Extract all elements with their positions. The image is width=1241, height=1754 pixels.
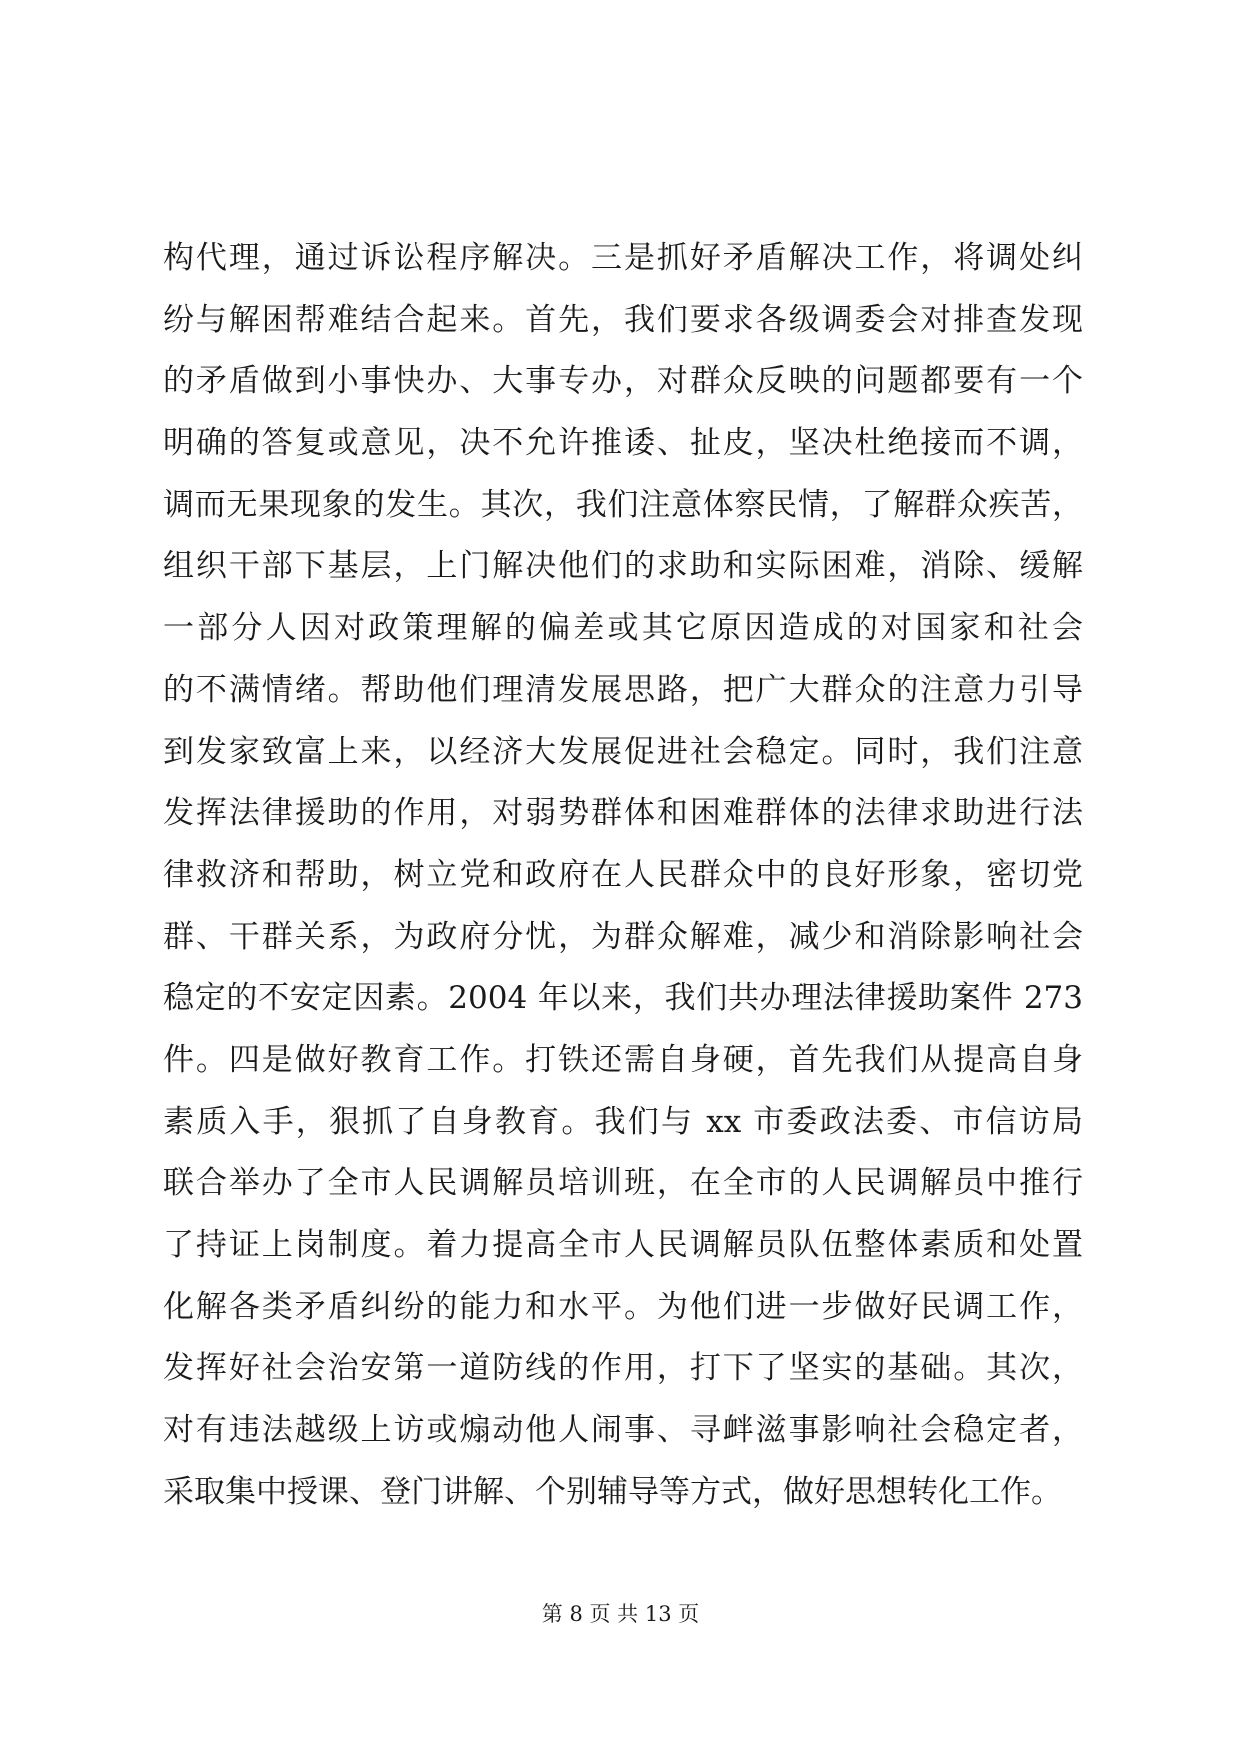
text-line: 稳定的不安定因素。2004 年以来，我们共办理法律援助案件 273	[163, 980, 1083, 1017]
body-text	[163, 228, 1083, 1523]
text-line: 化解各类矛盾纠纷的能力和水平。为他们进一步做好民调工作，	[163, 1288, 1083, 1325]
text-line: 了持证上岗制度。着力提高全市人民调解员队伍整体素质和处置	[163, 1227, 1083, 1263]
text-line: 到发家致富上来，以经济大发展促进社会稳定。同时，我们注意	[163, 733, 1083, 770]
text-line: 一部分人因对政策理解的偏差或其它原因造成的对国家和社会	[163, 610, 1083, 647]
text-line: 构代理，通过诉讼程序解决。三是抓好矛盾解决工作，将调处纠	[163, 240, 1083, 276]
page-number-footer: 第 8 页 共 13 页	[541, 1602, 700, 1626]
text-line: 明确的答复或意见，决不允许推诿、扯皮，坚决杜绝接而不调，	[163, 425, 1083, 462]
text-line: 律救济和帮助，树立党和政府在人民群众中的良好形象，密切党	[163, 856, 1083, 893]
text-line: 采取集中授课、登门讲解、个别辅导等方式，做好思想转化工作。	[163, 1473, 1062, 1510]
text-line: 件。四是做好教育工作。打铁还需自身硬，首先我们从提高自身	[163, 1041, 1083, 1078]
text-line: 对有违法越级上访或煽动他人闹事、寻衅滋事影响社会稳定者，	[163, 1412, 1083, 1449]
text-line: 调而无果现象的发生。其次，我们注意体察民情，了解群众疾苦，	[163, 486, 1083, 523]
text-line: 的不满情绪。帮助他们理清发展思路，把广大群众的注意力引导	[163, 671, 1083, 708]
text-line: 的矛盾做到小事快办、大事专办，对群众反映的问题都要有一个	[163, 363, 1083, 400]
text-line: 纷与解困帮难结合起来。首先，我们要求各级调委会对排查发现	[163, 301, 1083, 338]
text-line: 发挥法律援助的作用，对弱势群体和困难群体的法律求助进行法	[163, 795, 1083, 832]
text-line: 发挥好社会治安第一道防线的作用，打下了坚实的基础。其次，	[163, 1350, 1083, 1387]
text-line: 组织干部下基层，上门解决他们的求助和实际困难，消除、缓解	[163, 548, 1083, 585]
text-line: 素质入手，狠抓了自身教育。我们与 xx 市委政法委、市信访局	[163, 1103, 1083, 1140]
text-line: 联合举办了全市人民调解员培训班，在全市的人民调解员中推行	[163, 1165, 1083, 1202]
text-line: 群、干群关系，为政府分忧，为群众解难，减少和消除影响社会	[163, 918, 1083, 955]
